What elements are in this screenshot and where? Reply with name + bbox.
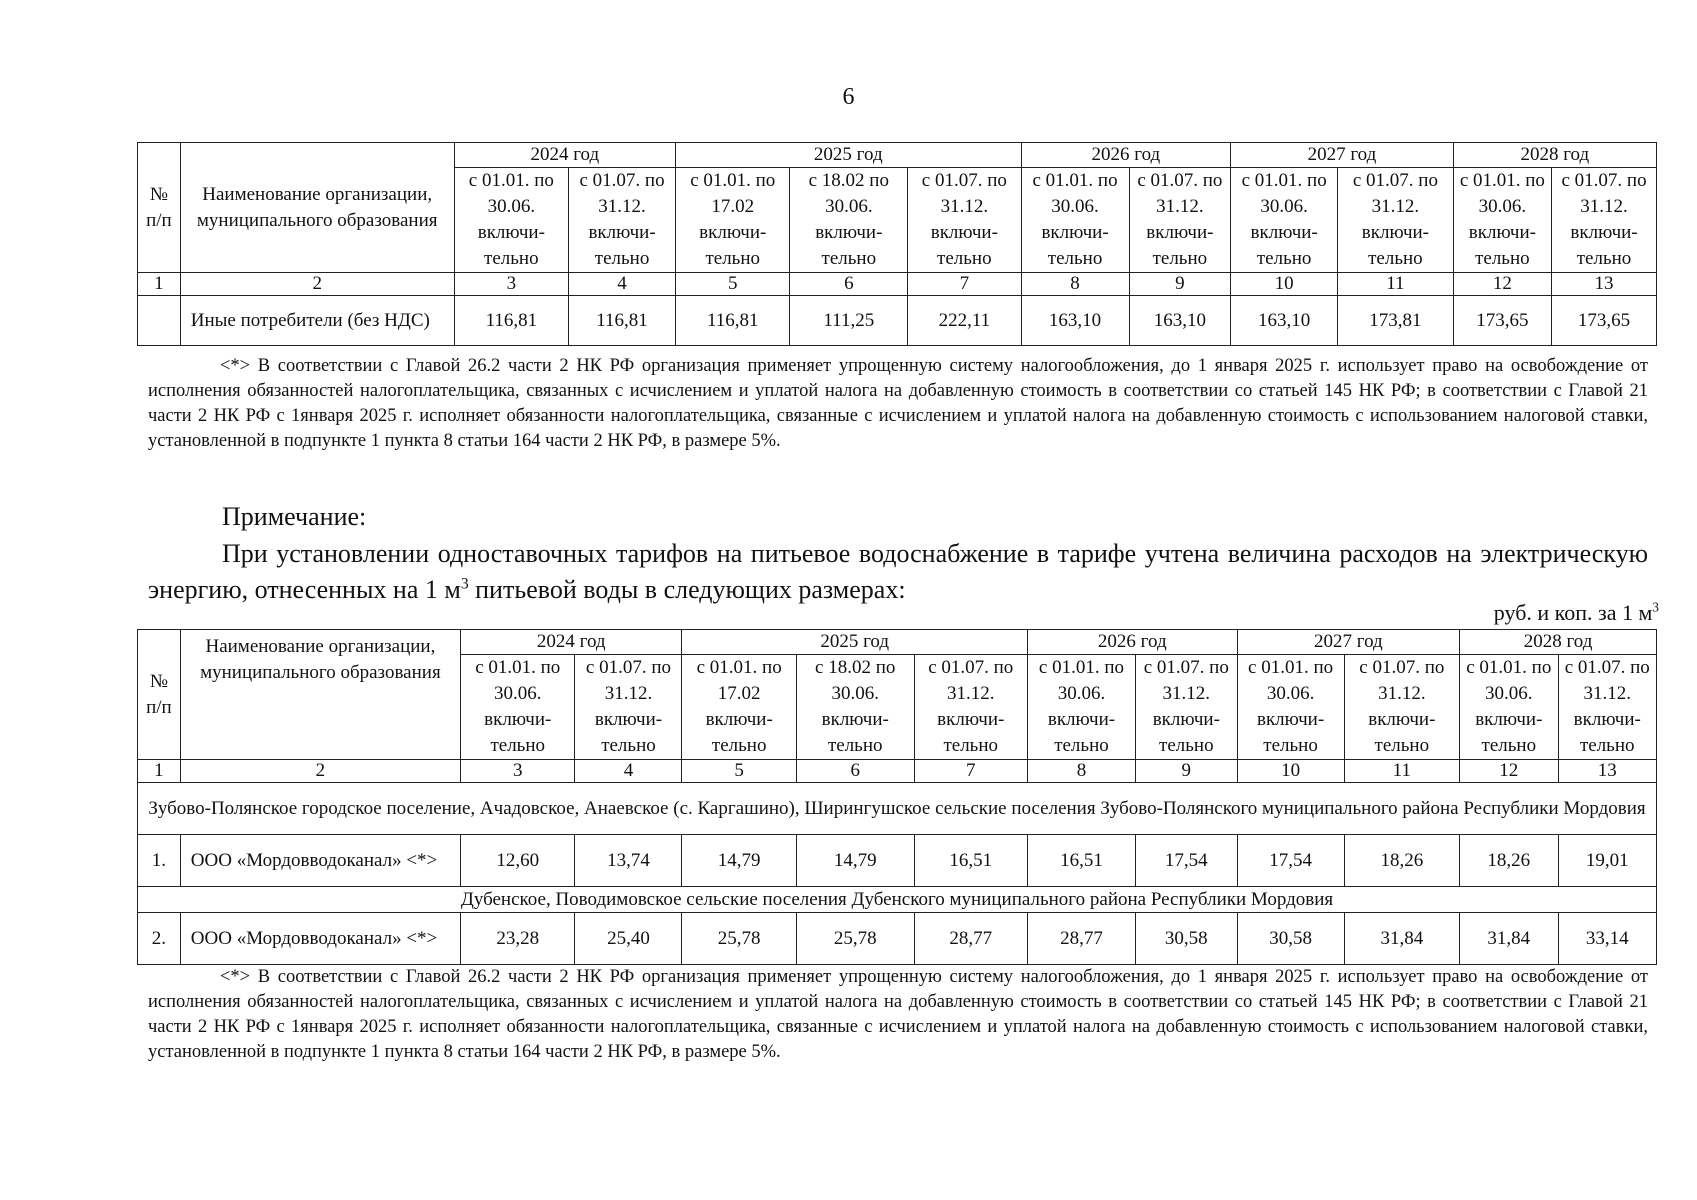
row-num: 2. bbox=[138, 913, 181, 965]
column-number: 12 bbox=[1453, 273, 1551, 296]
tariff-value: 28,77 bbox=[1027, 913, 1135, 965]
column-number: 9 bbox=[1129, 273, 1231, 296]
header-name: Наименование организации, муниципального образования bbox=[180, 630, 460, 760]
period-header: с 01.01. по 30.06. включи-тельно bbox=[1460, 655, 1558, 760]
period-header: с 01.01. по 30.06. включи-тельно bbox=[1231, 168, 1338, 273]
period-header: с 01.07. по 31.12. включи-тельно bbox=[908, 168, 1021, 273]
tariff-value: 30,58 bbox=[1237, 913, 1344, 965]
unit-superscript: 3 bbox=[1652, 599, 1659, 615]
tariff-value: 18,26 bbox=[1344, 835, 1460, 887]
row-name: ООО «Мордовводоканал» <*> bbox=[180, 913, 460, 965]
tariff-value: 222,11 bbox=[908, 296, 1021, 346]
tariff-value: 17,54 bbox=[1135, 835, 1237, 887]
column-number: 2 bbox=[180, 273, 454, 296]
tariff-value: 116,81 bbox=[676, 296, 790, 346]
period-header: с 01.07. по 31.12. включи-тельно bbox=[1558, 655, 1657, 760]
tariff-value: 116,81 bbox=[454, 296, 568, 346]
tariff-value: 12,60 bbox=[461, 835, 575, 887]
period-header: с 18.02 по 30.06. включи-тельно bbox=[796, 655, 914, 760]
column-number: 5 bbox=[682, 760, 796, 783]
year-header: 2027 год bbox=[1231, 143, 1453, 168]
tariff-value: 23,28 bbox=[461, 913, 575, 965]
tariff-value: 28,77 bbox=[914, 913, 1027, 965]
footnote-2: <*> В соответствии с Главой 26.2 части 2 НК РФ организация применяет упрощенную систему налогообложения, до 1 января 2025 г. использует право на освобождение от исполнения обязанностей налогоплательщика, связанных с исчислением и уплатой налога на добавленную стоимость в соответствии со статьей 145 НК РФ; в соответствии с Главой 21 части 2 НК РФ с 1января 2025 г. исполняет обязанности налогоплательщика, связанные с исчислением и уплатой налога на добавленную стоимость с использованием налоговой ставки, установленной в подпункте 1 пункта 8 статьи 164 части 2 НК РФ, в размере 5%. bbox=[148, 967, 1648, 1062]
column-number: 11 bbox=[1344, 760, 1460, 783]
page-number: 6 bbox=[842, 84, 855, 110]
year-header: 2026 год bbox=[1027, 630, 1237, 655]
column-number: 4 bbox=[575, 760, 682, 783]
tariff-value: 31,84 bbox=[1460, 913, 1558, 965]
tariff-value: 14,79 bbox=[796, 835, 914, 887]
period-header: с 01.01. по 30.06. включи-тельно bbox=[1021, 168, 1129, 273]
year-header: 2027 год bbox=[1237, 630, 1459, 655]
tariff-value: 163,10 bbox=[1231, 296, 1338, 346]
period-header: с 01.01. по 30.06. включи-тельно bbox=[454, 168, 568, 273]
row-name: ООО «Мордовводоканал» <*> bbox=[180, 835, 460, 887]
period-header: с 01.07. по 31.12. включи-тельно bbox=[1135, 655, 1237, 760]
period-header: с 01.07. по 31.12. включи-тельно bbox=[1552, 168, 1657, 273]
tariff-value: 116,81 bbox=[569, 296, 676, 346]
column-number: 6 bbox=[796, 760, 914, 783]
tariff-table-1 bbox=[137, 142, 1657, 346]
tariff-value: 18,26 bbox=[1460, 835, 1558, 887]
tariff-value: 163,10 bbox=[1129, 296, 1231, 346]
period-header: с 01.01. по 30.06. включи-тельно bbox=[1027, 655, 1135, 760]
section-title: Дубенское, Поводимовское сельские поселения Дубенского муниципального района Республики Мордовия bbox=[138, 887, 1657, 913]
table-row bbox=[138, 913, 1657, 965]
tariff-table-2 bbox=[137, 629, 1657, 965]
period-header: с 01.07. по 31.12. включи-тельно bbox=[1344, 655, 1460, 760]
column-number: 1 bbox=[138, 760, 181, 783]
period-header: с 01.07. по 31.12. включи-тельно bbox=[914, 655, 1027, 760]
tariff-value: 25,40 bbox=[575, 913, 682, 965]
column-number: 7 bbox=[914, 760, 1027, 783]
tariff-value: 173,65 bbox=[1552, 296, 1657, 346]
column-number: 2 bbox=[180, 760, 460, 783]
column-number: 11 bbox=[1338, 273, 1454, 296]
tariff-value: 173,81 bbox=[1338, 296, 1454, 346]
column-number: 12 bbox=[1460, 760, 1558, 783]
tariff-value: 17,54 bbox=[1237, 835, 1344, 887]
unit-text: руб. и коп. за 1 м bbox=[1493, 600, 1653, 625]
year-header: 2024 год bbox=[454, 143, 675, 168]
year-header: 2028 год bbox=[1453, 143, 1656, 168]
column-number: 9 bbox=[1135, 760, 1237, 783]
table-row bbox=[138, 835, 1657, 887]
tariff-value: 33,14 bbox=[1558, 913, 1657, 965]
column-number: 13 bbox=[1558, 760, 1657, 783]
column-number: 6 bbox=[790, 273, 908, 296]
column-number: 3 bbox=[454, 273, 568, 296]
tariff-value: 19,01 bbox=[1558, 835, 1657, 887]
section-title: Зубово-Полянское городское поселение, Ачадовское, Анаевское (с. Каргашино), Ширингушское сельские поселения Зубово-Полянского муниципального района Республики Мордовия bbox=[138, 783, 1657, 835]
note-text bbox=[148, 536, 1648, 608]
note-title: Примечание: bbox=[222, 502, 367, 531]
period-header: с 01.01. по 30.06. включи-тельно bbox=[1453, 168, 1551, 273]
column-number: 10 bbox=[1237, 760, 1344, 783]
period-header: с 01.01. по 17.02 включи-тельно bbox=[682, 655, 796, 760]
column-number: 10 bbox=[1231, 273, 1338, 296]
column-number: 3 bbox=[461, 760, 575, 783]
period-header: с 01.01. по 30.06. включи-тельно bbox=[461, 655, 575, 760]
tariff-value: 163,10 bbox=[1021, 296, 1129, 346]
period-header: с 01.07. по 31.12. включи-тельно bbox=[1129, 168, 1231, 273]
year-header: 2026 год bbox=[1021, 143, 1231, 168]
tariff-value: 31,84 bbox=[1344, 913, 1460, 965]
row-name: Иные потребители (без НДС) bbox=[180, 296, 454, 346]
period-header: с 01.07. по 31.12. включи-тельно bbox=[569, 168, 676, 273]
tariff-value: 111,25 bbox=[790, 296, 908, 346]
period-header: с 18.02 по 30.06. включи-тельно bbox=[790, 168, 908, 273]
tariff-value: 173,65 bbox=[1453, 296, 1551, 346]
year-header: 2028 год bbox=[1460, 630, 1657, 655]
period-header: с 01.01. по 17.02 включи-тельно bbox=[676, 168, 790, 273]
period-header: с 01.01. по 30.06. включи-тельно bbox=[1237, 655, 1344, 760]
row-num bbox=[138, 296, 181, 346]
column-number: 8 bbox=[1021, 273, 1129, 296]
column-number: 7 bbox=[908, 273, 1021, 296]
column-number: 13 bbox=[1552, 273, 1657, 296]
note-text-part: При установлении одноставочных тарифов на питьевое водоснабжение в тарифе учтена величина расходов на электрическую энергию, отнесенных на 1 м bbox=[148, 539, 1648, 604]
tariff-value: 16,51 bbox=[1027, 835, 1135, 887]
unit-label bbox=[1494, 600, 1659, 626]
column-number: 1 bbox=[138, 273, 181, 296]
column-number: 8 bbox=[1027, 760, 1135, 783]
year-header: 2025 год bbox=[676, 143, 1022, 168]
tariff-value: 25,78 bbox=[682, 913, 796, 965]
tariff-value: 25,78 bbox=[796, 913, 914, 965]
table-row bbox=[138, 296, 1657, 346]
year-header: 2025 год bbox=[682, 630, 1028, 655]
tariff-value: 16,51 bbox=[914, 835, 1027, 887]
year-header: 2024 год bbox=[461, 630, 682, 655]
note-text-superscript: 3 bbox=[460, 575, 469, 593]
row-num: 1. bbox=[138, 835, 181, 887]
period-header: с 01.07. по 31.12. включи-тельно bbox=[575, 655, 682, 760]
tariff-value: 30,58 bbox=[1135, 913, 1237, 965]
column-number: 5 bbox=[676, 273, 790, 296]
header-num: № п/п bbox=[138, 630, 181, 760]
footnote-1: <*> В соответствии с Главой 26.2 части 2 НК РФ организация применяет упрощенную систему налогообложения, до 1 января 2025 г. использует право на освобождение от исполнения обязанностей налогоплательщика, связанных с исчислением и уплатой налога на добавленную стоимость в соответствии со статьей 145 НК РФ; в соответствии с Главой 21 части 2 НК РФ с 1января 2025 г. исполняет обязанности налогоплательщика, связанные с исчислением и уплатой налога на добавленную стоимость с использованием налоговой ставки, установленной в подпункте 1 пункта 8 статьи 164 части 2 НК РФ, в размере 5%. bbox=[148, 356, 1648, 451]
column-number: 4 bbox=[569, 273, 676, 296]
period-header: с 01.07. по 31.12. включи-тельно bbox=[1338, 168, 1454, 273]
header-num: № п/п bbox=[138, 143, 181, 273]
note-text-part: питьевой воды в следующих размерах: bbox=[468, 575, 906, 604]
tariff-value: 13,74 bbox=[575, 835, 682, 887]
header-name: Наименование организации, муниципального образования bbox=[180, 143, 454, 273]
tariff-value: 14,79 bbox=[682, 835, 796, 887]
